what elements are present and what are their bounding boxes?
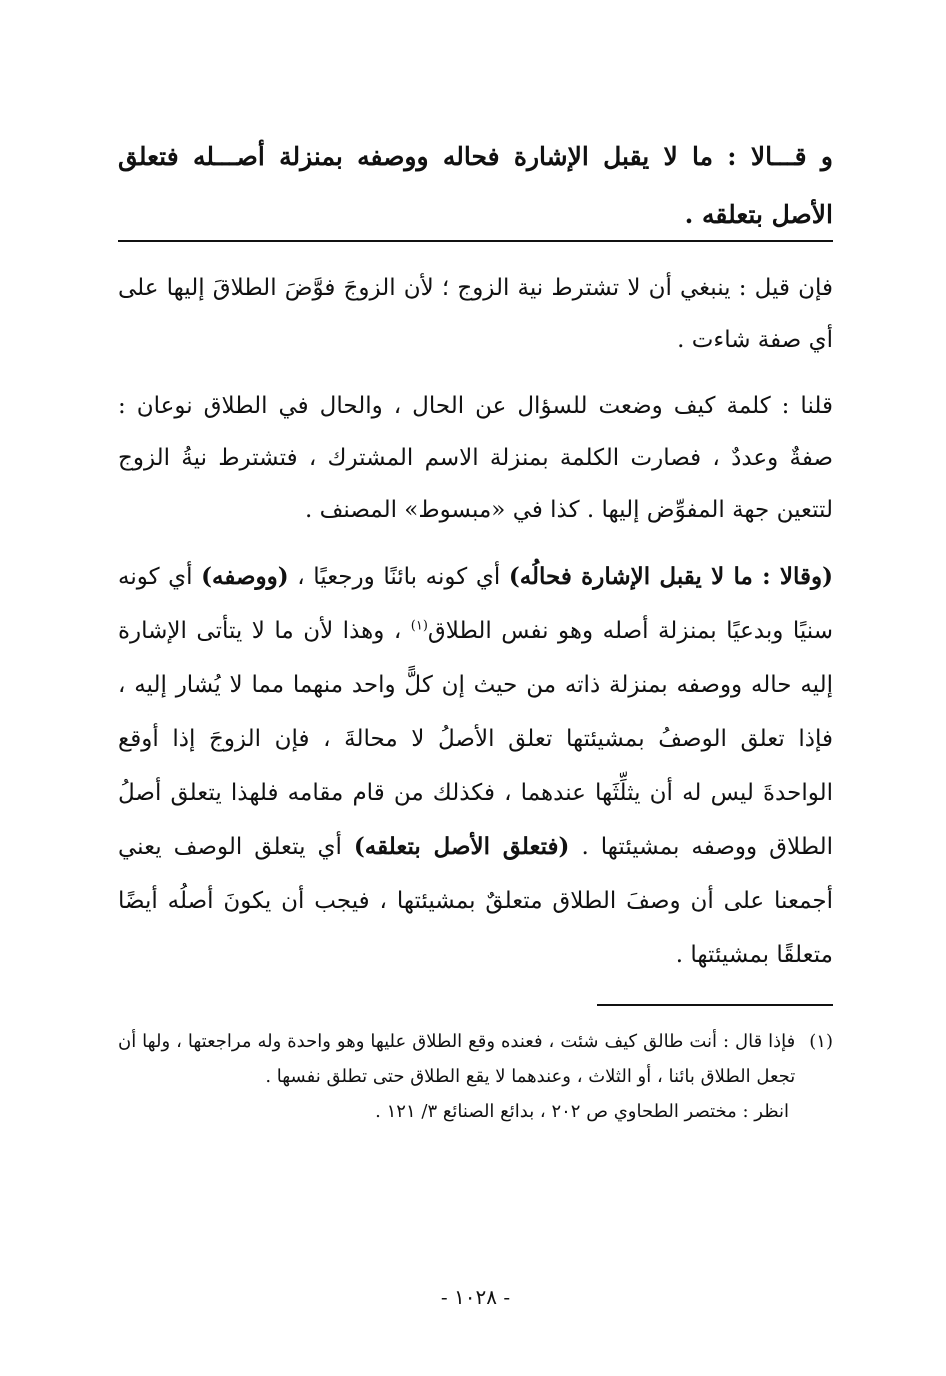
quoted-matn-2: (ووصفه) <box>201 563 289 590</box>
paragraph-explanation <box>118 550 833 982</box>
footnote-number: (١) <box>809 1031 833 1052</box>
commentary-body <box>118 262 833 996</box>
footnote-reference: انظر : مختصر الطحاوي ص ٢٠٢ ، بدائع الصنائع ٣/ ١٢١ . <box>375 1101 789 1122</box>
paragraph-objection: فإن قيل : ينبغي أن لا تشترط نية الزوج ؛ لأن الزوجَ فوَّضَ الطلاقَ إليها على أي صفة شاءت . <box>118 275 833 353</box>
book-page <box>118 0 833 1376</box>
paragraph-answer: قلنا : كلمة كيف وضعت للسؤال عن الحال ، والحال في الطلاق نوعان : صفةٌ وعددٌ ، فصارت الكلمة بمنزلة الاسم المشترك ، فتشترط نيةُ الزوج لتتعين جهة المفوِّض إليها . كذا في «مبسوط» المصنف . <box>118 393 833 523</box>
footnote-text: فإذا قال : أنت طالق كيف شئت ، فعنده وقع الطلاق عليها وهو واحدة وله مراجعتها ، ولها أن تجعل الطلاق بائنا ، أو الثلاث ، وعندهما لا يقع الطلاق حتى تطلق نفسها . <box>118 1031 796 1087</box>
commentary-run-3: ، وهذا لأن ما لا يتأتى الإشارة إليه حاله ووصفه بمنزلة ذاته من حيث إن كلًّ واحد منهما مما لا يُشار إليه ، فإذا تعلق الوصفُ بمشيئتها تعلق الأصلُ لا محالةَ ، فإن الزوجَ إذا أوقع الواحدةَ ليس له أن يثلِّثَها عندهما ، فكذلك من قام مقامه فلهذا يتعلق أصلُ الطلاق ووصفه بمشيئتها . <box>118 618 833 860</box>
commentary-run-4: أي يتعلق الوصف يعني أجمعنا على أن وصفَ الطلاق متعلقٌ بمشيئتها ، فيجب أن يكونَ أصلُه أيضًا متعلقًا بمشيئتها . <box>118 834 833 968</box>
matn-sentence: و قـــالا : ما لا يقبل الإشارة فحاله ووصفه بمنزلة أصـــله فتعلق الأصل بتعلقه . <box>118 142 833 229</box>
footnotes-section <box>118 1024 833 1129</box>
commentary-run-2: أي كونه سنيًا وبدعيًا بمنزلة أصله وهو نفس الطلاق <box>118 564 834 644</box>
quoted-matn-1: (وقالا : ما لا يقبل الإشارة فحالُه) <box>508 563 833 590</box>
matn-divider <box>118 240 833 242</box>
footnote-1 <box>118 1024 833 1094</box>
commentary-run-1: أي كونه بائنًا ورجعيًا ، <box>288 564 509 590</box>
page-number: - ١٠٢٨ - <box>440 1285 511 1309</box>
footnote-marker[interactable]: (١) <box>410 618 428 634</box>
quoted-matn-3: (فتعلق الأصل بتعلقه) <box>353 833 570 860</box>
matn-text <box>118 128 833 244</box>
footnote-divider <box>597 1004 833 1006</box>
